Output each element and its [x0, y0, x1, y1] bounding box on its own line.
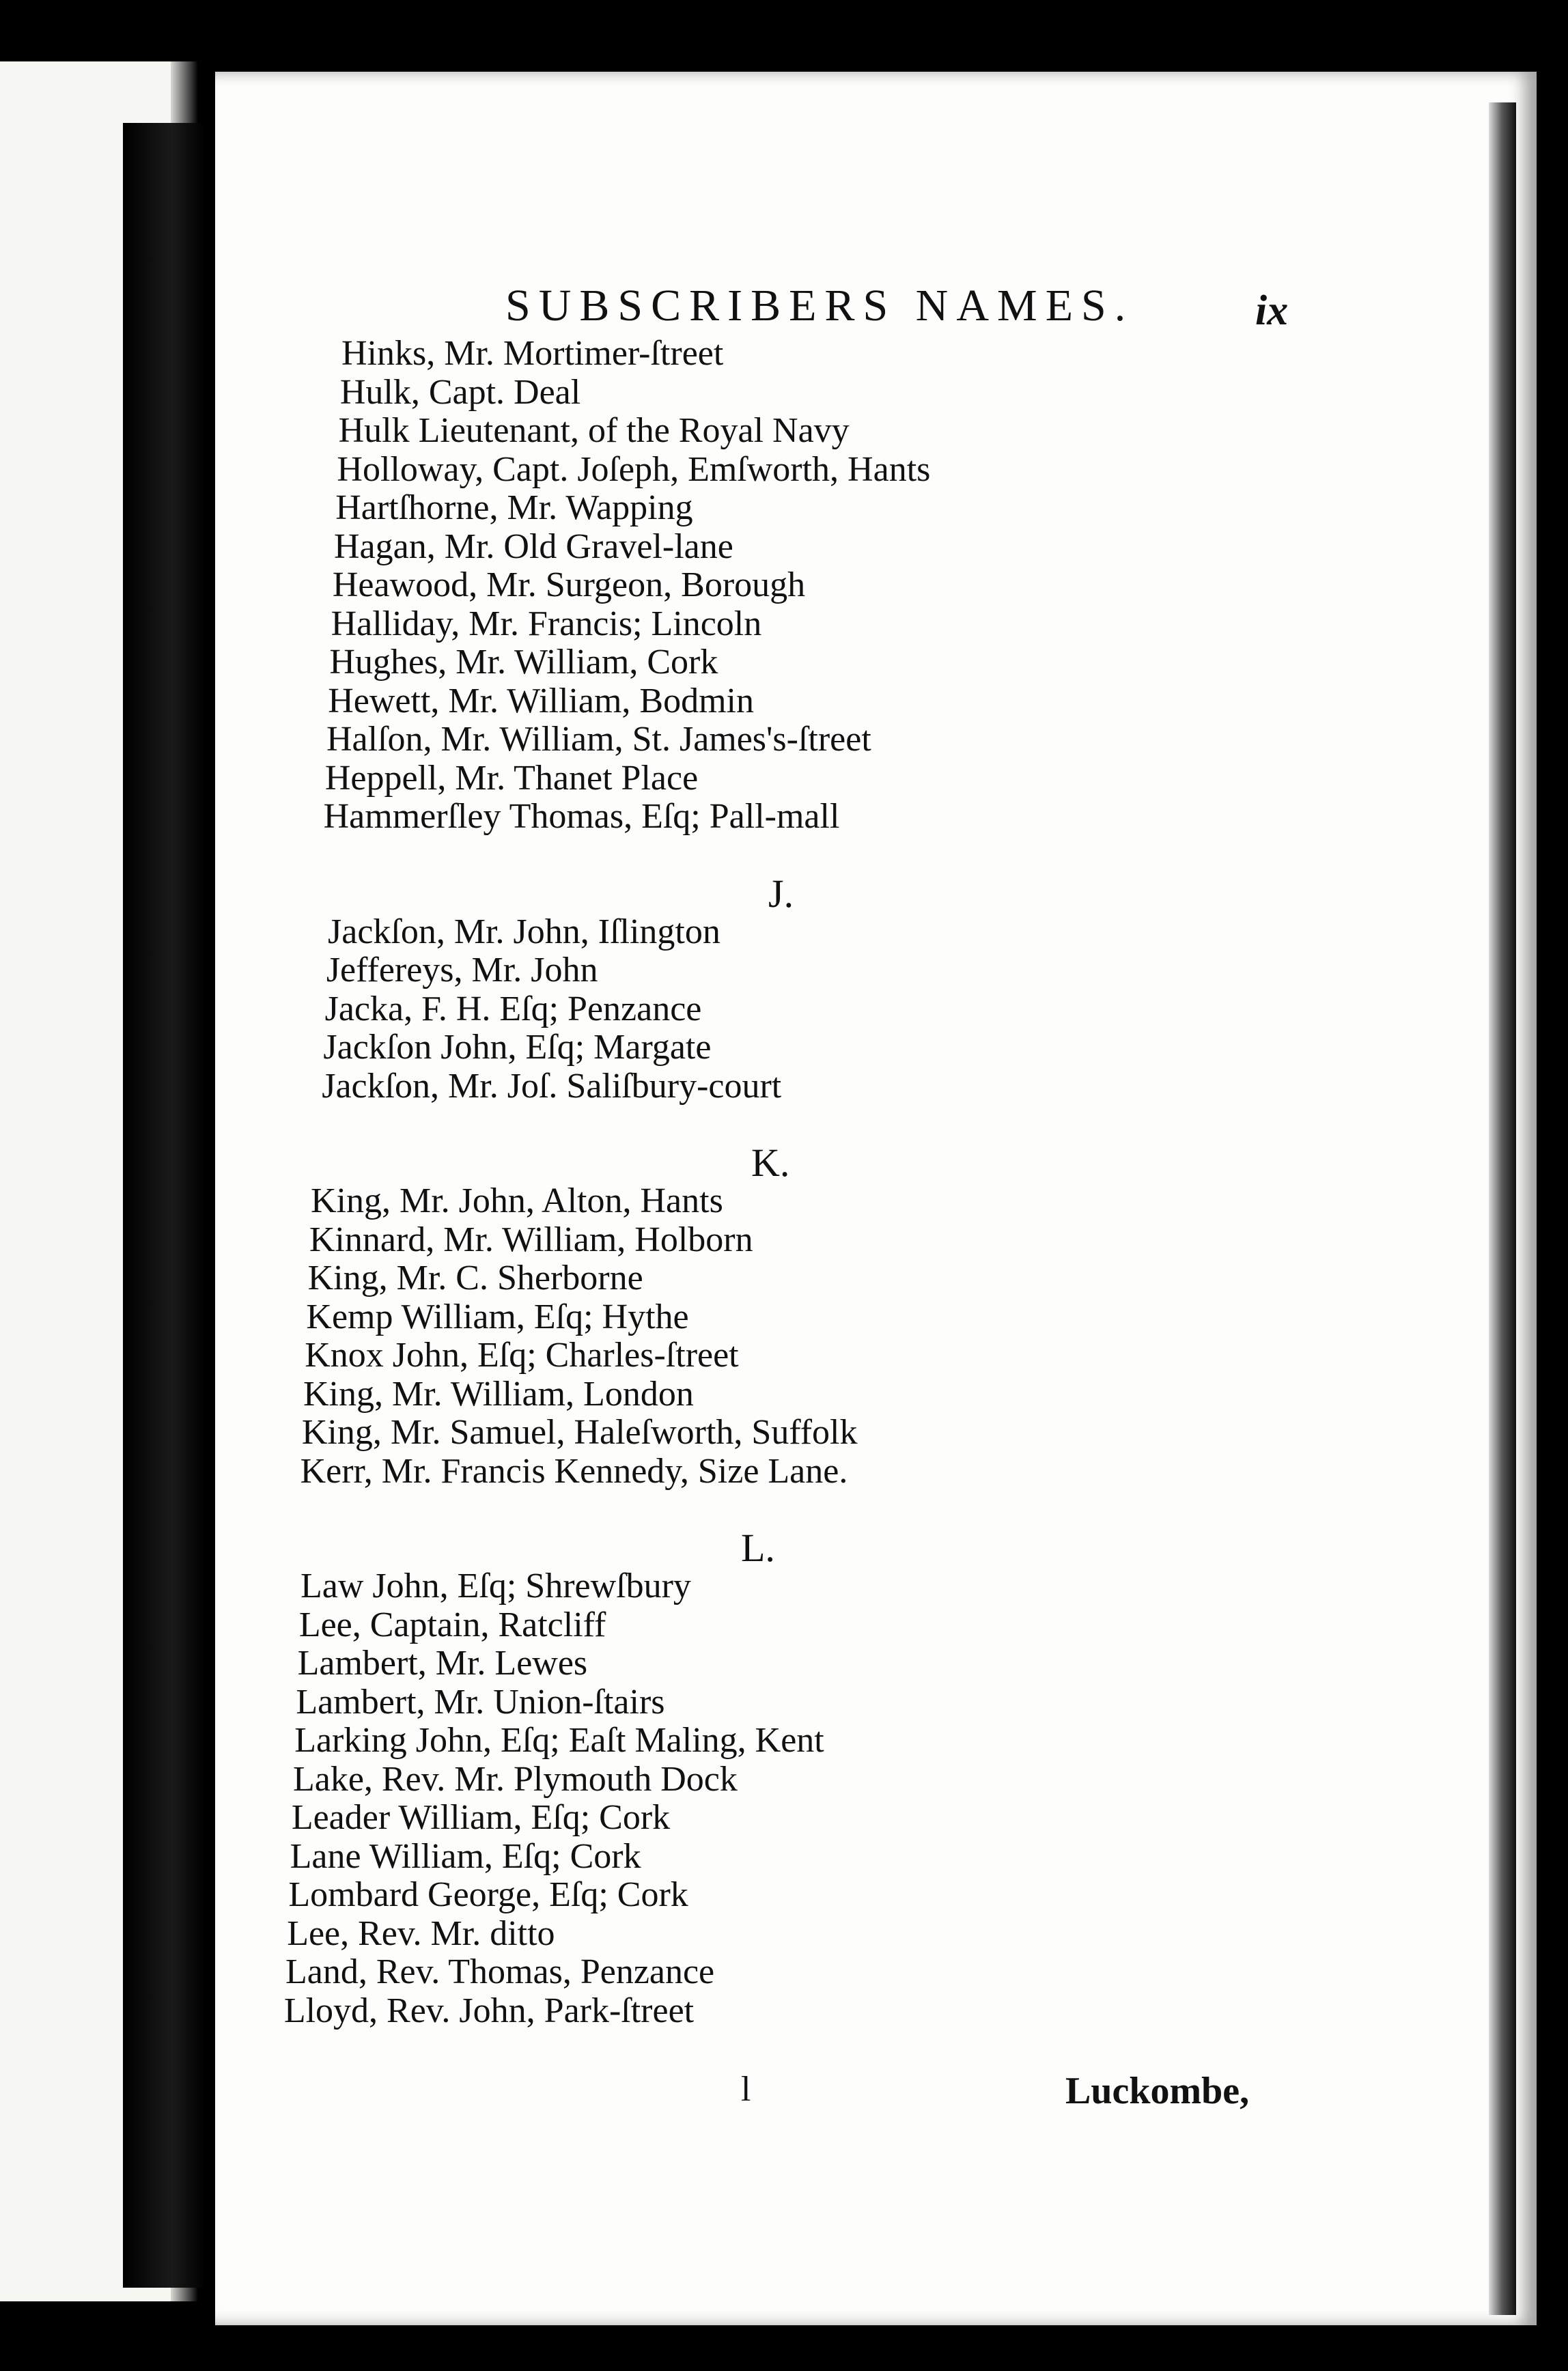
subscriber-entry: Hinks, Mr. Mortimer-ſtreet — [341, 334, 724, 373]
subscriber-entry: Hewett, Mr. William, Bodmin — [328, 681, 754, 720]
subscriber-entry: Hammerſley Thomas, Eſq; Pall-mall — [323, 797, 840, 836]
subscriber-list — [283, 334, 1366, 2030]
subscriber-entry: Lloyd, Rev. John, Park-ſtreet — [283, 1991, 695, 2030]
subscriber-entry: Knox John, Eſq; Charles-ſtreet — [305, 1336, 739, 1375]
subscriber-entry: Heawood, Mr. Surgeon, Borough — [332, 565, 806, 604]
subscriber-entry: Heppell, Mr. Thanet Place — [324, 758, 699, 798]
subscriber-entry: Kerr, Mr. Francis Kennedy, Size Lane. — [300, 1451, 848, 1491]
subscriber-entry: Hulk Lieutenant, of the Royal Navy — [338, 411, 850, 450]
catchword: Luckombe, — [1065, 2070, 1250, 2112]
subscriber-entry: Hagan, Mr. Old Gravel-lane — [334, 527, 733, 566]
section — [283, 1526, 1366, 2030]
subscriber-entry: Hartſhorne, Mr. Wapping — [335, 488, 693, 527]
section — [300, 1140, 1366, 1491]
section-letter: L. — [741, 1526, 775, 1570]
section — [322, 871, 1366, 1106]
signature-mark: l — [741, 2070, 751, 2109]
subscriber-entry: Law John, Eſq; Shrewſbury — [300, 1567, 691, 1605]
subscriber-entry: Land, Rev. Thomas, Penzance — [285, 1952, 715, 1991]
subscriber-entry: Kinnard, Mr. William, Holborn — [309, 1220, 753, 1259]
section — [323, 334, 1366, 837]
subscriber-entry: King, Mr. C. Sherborne — [307, 1259, 643, 1297]
subscriber-entry: Lee, Captain, Ratcliff — [298, 1605, 606, 1644]
subscriber-entry: Halſon, Mr. William, St. James's-ſtreet — [326, 720, 871, 759]
subscriber-entry: Lake, Rev. Mr. Plymouth Dock — [293, 1759, 738, 1799]
subscriber-entry: Larking John, Eſq; Eaſt Maling, Kent — [294, 1721, 824, 1760]
subscriber-entry: Jeffereys, Mr. John — [326, 951, 598, 990]
subscriber-entry: Lee, Rev. Mr. ditto — [287, 1913, 555, 1953]
subscriber-entry: Lombard George, Eſq; Cork — [288, 1875, 688, 1914]
running-head: SUBSCRIBERS NAMES. — [505, 281, 1134, 331]
subscriber-entry: Leader William, Eſq; Cork — [291, 1798, 671, 1837]
page-number: ix — [1255, 287, 1289, 334]
subscriber-entry: Lane William, Eſq; Cork — [290, 1836, 641, 1876]
subscriber-entry: King, Mr. John, Alton, Hants — [311, 1181, 723, 1220]
book-gutter — [123, 123, 205, 2288]
subscriber-entry: Kemp William, Eſq; Hythe — [306, 1297, 689, 1336]
subscriber-entry: Lambert, Mr. Lewes — [297, 1644, 588, 1683]
subscriber-entry: Halliday, Mr. Francis; Lincoln — [331, 604, 762, 643]
subscriber-entry: Lambert, Mr. Union-ſtairs — [296, 1682, 665, 1722]
subscriber-entry: Holloway, Capt. Joſeph, Emſworth, Hants — [337, 449, 931, 489]
subscriber-entry: Jackſon, Mr. Joſ. Saliſbury-court — [322, 1066, 782, 1106]
section-letter: K. — [751, 1140, 790, 1185]
subscriber-entry: Jackſon John, Eſq; Margate — [323, 1028, 712, 1067]
subscriber-entry: Jacka, F. H. Eſq; Penzance — [324, 989, 702, 1028]
subscriber-entry: Jackſon, Mr. John, Iſlington — [328, 912, 720, 951]
page-edge — [1489, 102, 1516, 2315]
subscriber-entry: Hughes, Mr. William, Cork — [329, 643, 718, 682]
section-letter: J. — [768, 871, 794, 916]
subscriber-entry: King, Mr. Samuel, Haleſworth, Suffolk — [301, 1413, 858, 1452]
subscriber-entry: King, Mr. William, London — [303, 1374, 694, 1414]
subscriber-entry: Hulk, Capt. Deal — [339, 372, 581, 412]
